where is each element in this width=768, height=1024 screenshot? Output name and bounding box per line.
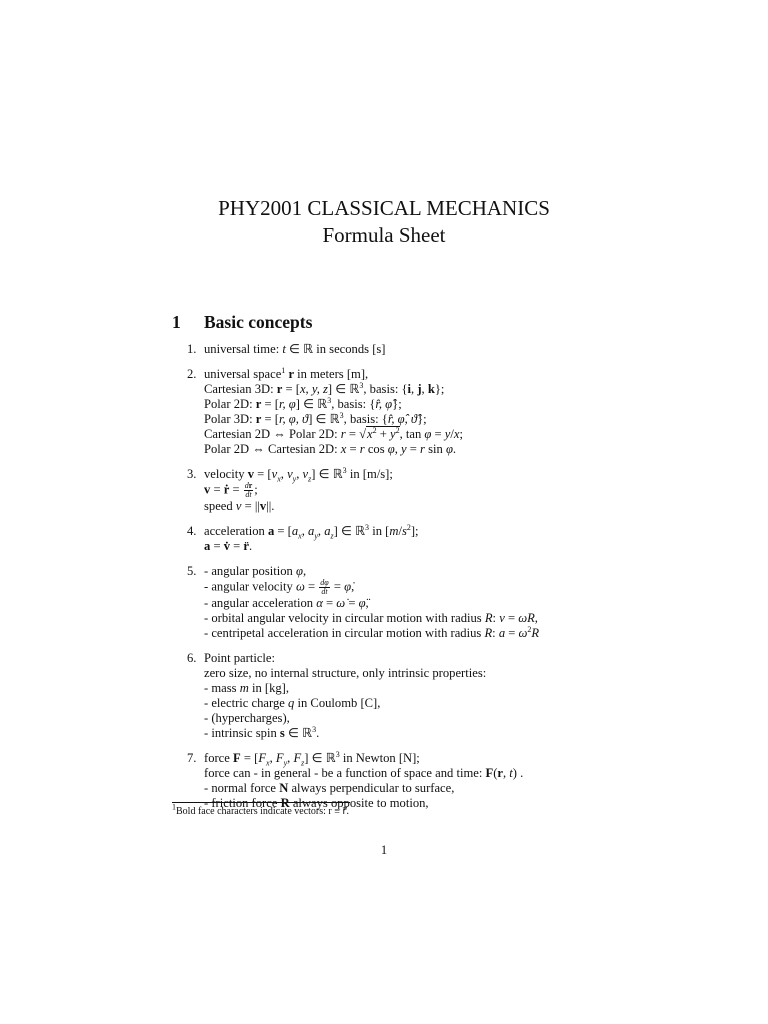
list-item-1: 1. universal time: t ∈ ℝ in seconds [s] bbox=[187, 342, 386, 356]
list-item-3: 3. velocity $v = [v_x$, $v_y$, $v_z$] ∈ ℝ$^3$ in [m/s]; v = ṙ = $\frac{dr}{dt}$ ; speed v = ||v||. bbox=[187, 465, 393, 513]
footnote-marker: 1 bbox=[172, 802, 176, 812]
list-item-6: 6. Point particle: zero size, no internal structure, only intrinsic properties: - mass m in [kg], - electric charge q in Coulomb [C], - (hypercharges), - intrinsic spin s ∈ ℝ$^3$. bbox=[187, 651, 487, 740]
footnote bbox=[172, 802, 350, 817]
document-title bbox=[0, 195, 768, 249]
title-line-1: PHY2001 CLASSICAL MECHANICS bbox=[218, 196, 550, 220]
list-item-2: 2. universal space$^1$ r in meters [m], Cartesian 3D: r = [x, y, z] ∈ ℝ$^3$, basis: {i, j, k}; Polar 2D: r = [r, φ] ∈ ℝ$^3$, basis: {r̂, φ̂}; Polar 3D: r = [r, φ, ϑ] ∈ ℝ$^3$, basis: {r̂, φ̂, ϑ̂}; Cartesian 2D ⇔ Polar 2D: $r = √x^2 + y^2$, tan φ = y/x; Polar 2D ⇔ Cartesian 2D: x = r cos φ, y = r sin φ. bbox=[187, 365, 463, 456]
list-item-7: 7. force $F = [F_x$, $F_y$, $F_z$] ∈ ℝ$^3$ in Newton [N]; force can - in general - be a function of space and time: F(r, t) . - normal force N always perpendicular to surface, - friction force R always opposite to motion, bbox=[187, 749, 524, 810]
footnote-text: Bold face characters indicate vectors: r ≡ r⃗. bbox=[176, 806, 350, 817]
title-line-2: Formula Sheet bbox=[322, 223, 446, 247]
section-heading bbox=[172, 312, 312, 333]
list-item-5: 5. - angular position φ, - angular velocity ω = $\frac{d\varphi}{dt}$ = φ̇, - angular acceleration α = ω̇ = φ̈, - orbital angular velocity in circular motion with radius R: v = ωR, - centripetal acceleration in circular motion with radius R: $a = \omega^2R$ bbox=[187, 564, 540, 640]
section-title: Basic concepts bbox=[204, 312, 313, 332]
list-item-4: 4. acceleration $a = [a_x$, $a_y$, $a_z$] ∈ ℝ$^3$ in $[m/s^2]$; a = v̇ = r̈. bbox=[187, 522, 419, 553]
footnote-rule bbox=[172, 802, 350, 803]
page-number: 1 bbox=[380, 843, 388, 857]
formula-list bbox=[187, 342, 587, 821]
section-number: 1 bbox=[172, 312, 181, 332]
